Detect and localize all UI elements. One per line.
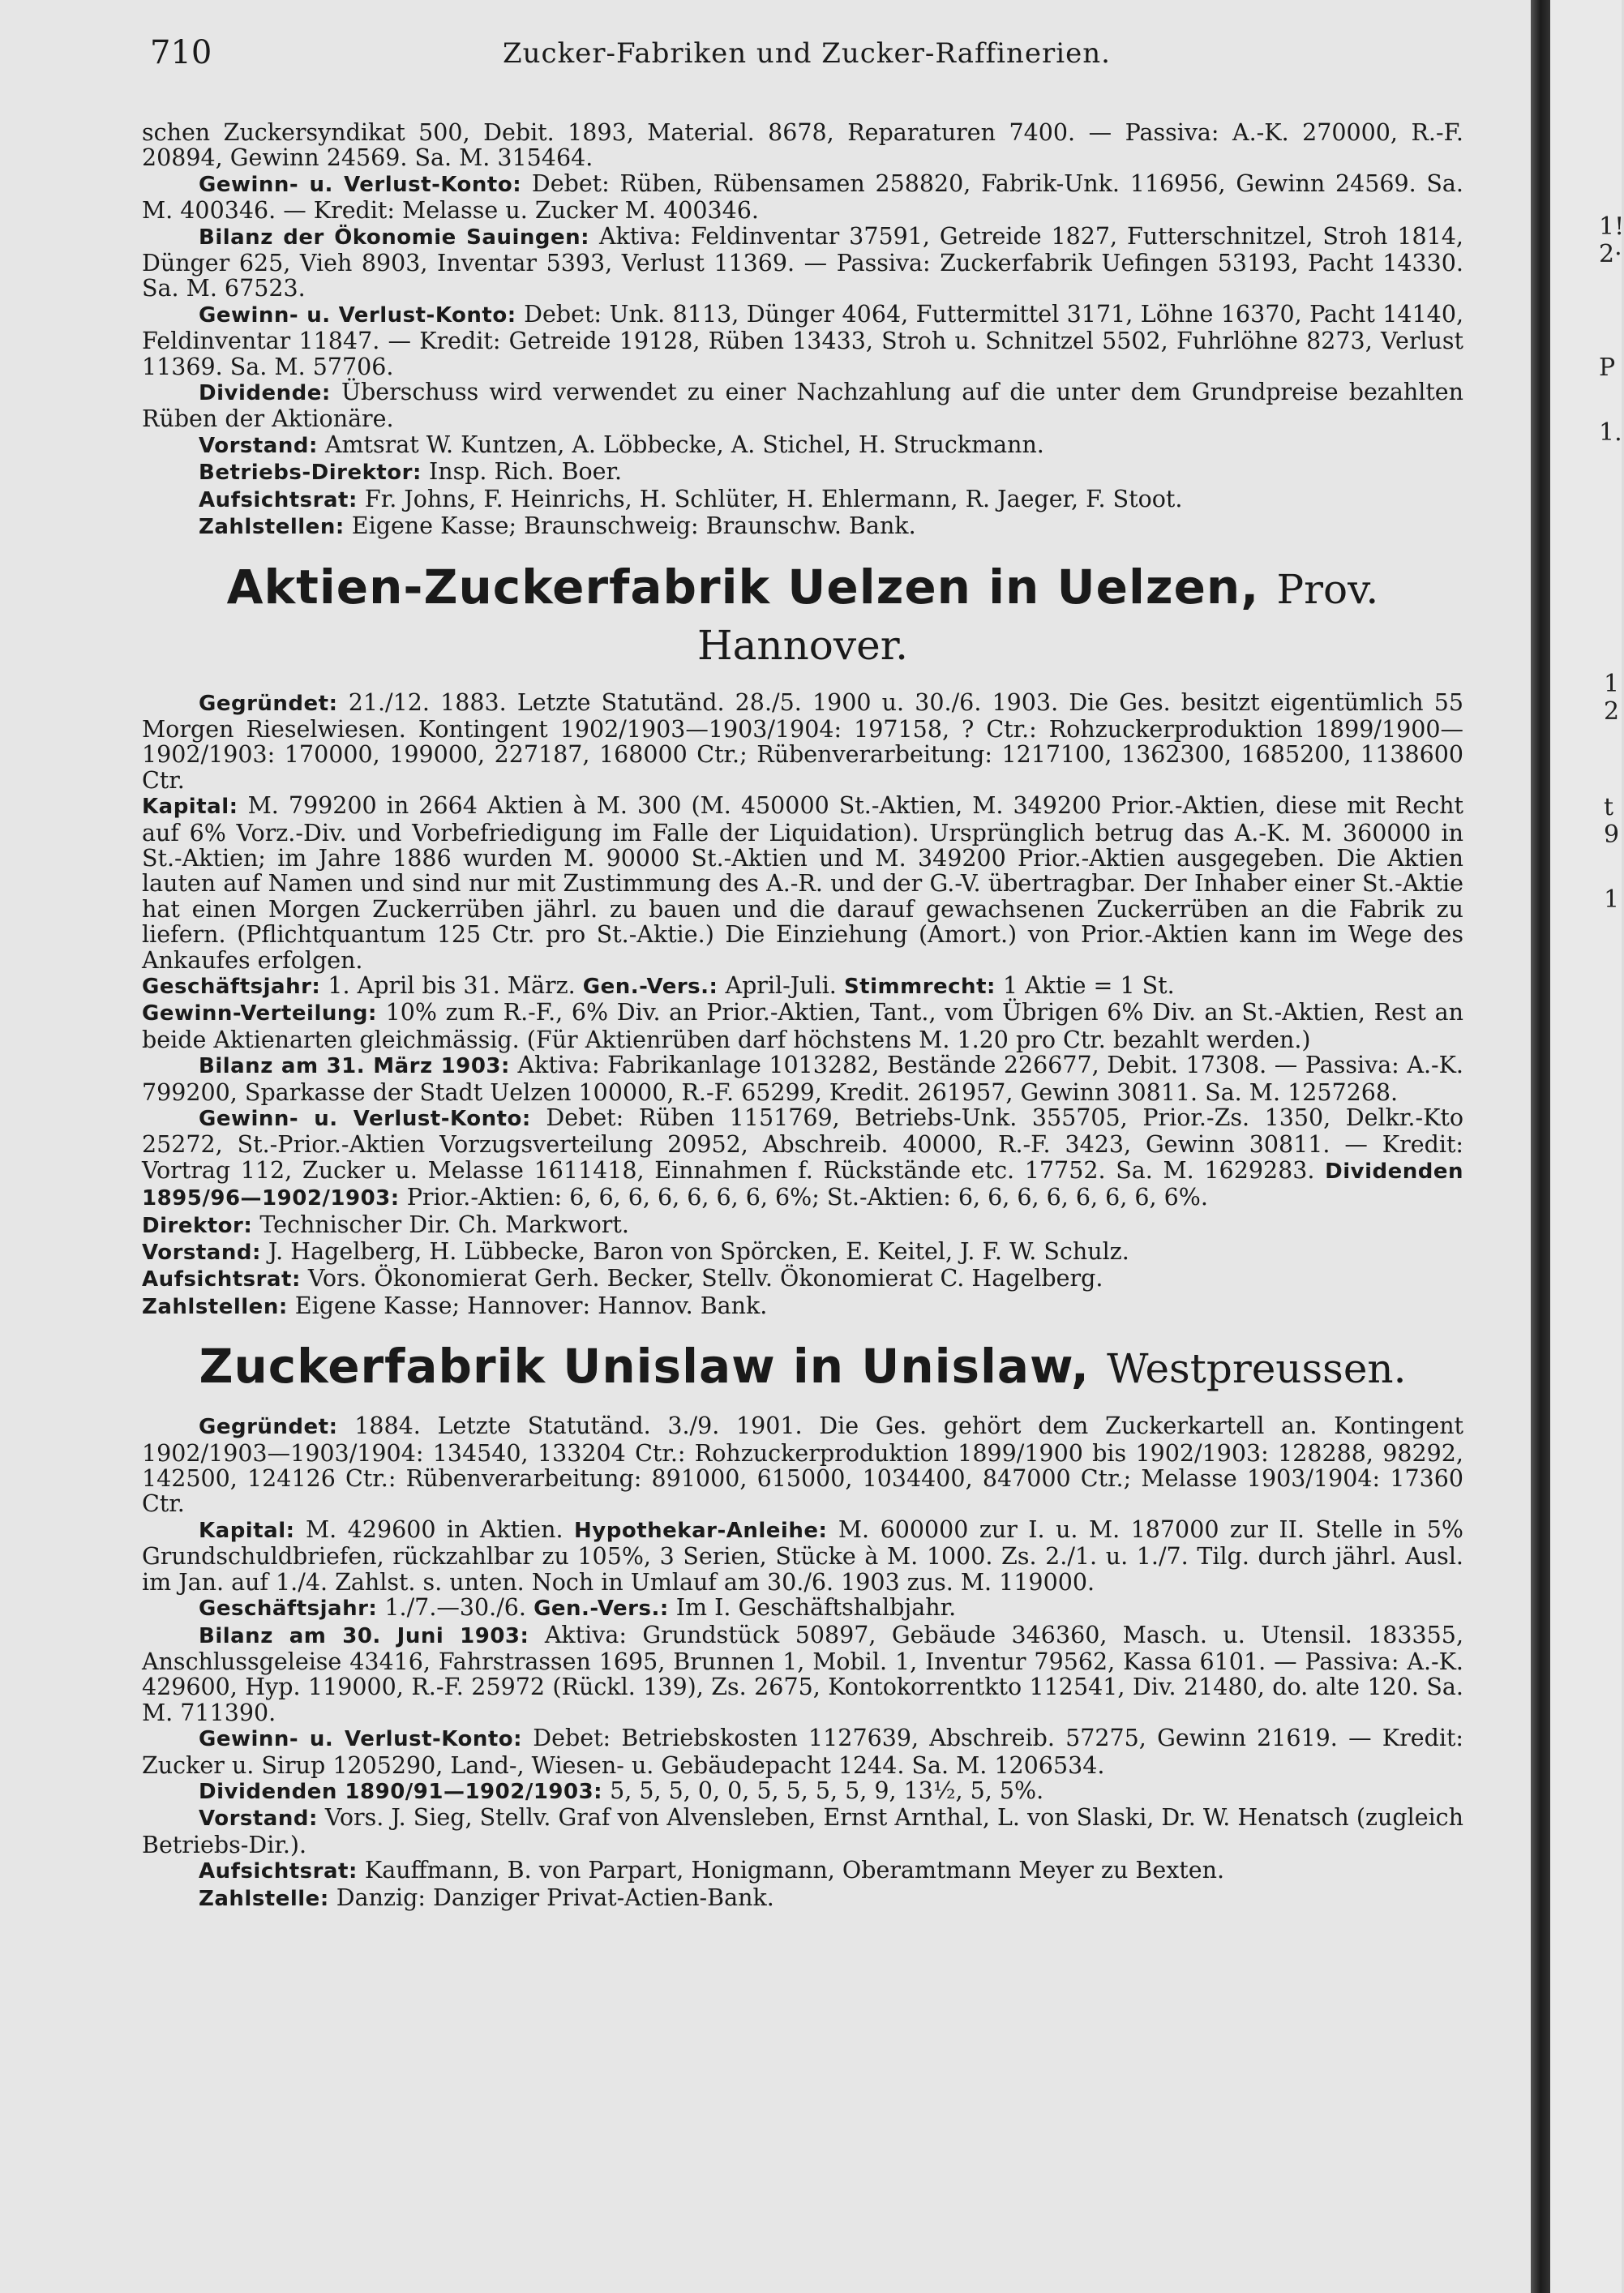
paragraph: Dividenden 1890/91—1902/1903: 5, 5, 5, 0, 0, 5, 5, 5, 5, 9, 13½, 5, 5%.	[199, 1777, 1044, 1804]
field-label: Gen.-Vers.:	[582, 974, 718, 999]
page-content	[142, 120, 1463, 1912]
field-label: Aufsichtsrat:	[199, 1859, 358, 1884]
field-label: Gen.-Vers.:	[533, 1597, 669, 1622]
running-title: Zucker-Fabriken und Zucker-Raffinerien.	[503, 37, 1111, 70]
paragraph: Kapital: M. 429600 in Aktien. Hypothekar-Anleihe: M. 600000 zur I. u. M. 187000 zur II. Stelle in 5% Grundschuldbriefen, rückzahlbar zu 105%, 3 Serien, Stücke à M. 1000. Zs. 2./1. u. 1./7. Tilg. durch jährl. Ausl. im Jan. auf 1./4. Zahlst. s. unten. Noch in Umlauf am 30./6. 1903 zus. M. 119000.	[142, 1515, 1463, 1596]
paragraph: Bilanz der Ökonomie Sauingen: Aktiva: Feldinventar 37591, Getreide 1827, Futterschnitzel, Stroh 1814, Dünger 625, Vieh 8903, Inventar 5393, Verlust 11369. — Passiva: Zuckerfabrik Uefingen 53193, Pacht 14330. Sa. M. 67523.	[142, 222, 1463, 302]
field-label: Zahlstelle:	[199, 1886, 329, 1911]
margin-fragment: t	[1604, 793, 1614, 821]
field-label: Zahlstellen:	[142, 1294, 288, 1319]
paragraph: Gegründet: 21./12. 1883. Letzte Statutänd. 28./5. 1900 u. 30./6. 1903. Die Ges. besitzt eigentümlich 55 Morgen Rieselwiesen. Kontingent 1902/1903—1903/1904: 197158, ? Ctr.: Rohzuckerproduktion 1899/1900—1902/1903: 170000, 199000, 227187, 168000 Ctr.; Rübenverarbeitung: 1217100, 1362300, 1685200, 1138600 Ctr.	[142, 688, 1464, 794]
previous-entry-continuation	[142, 120, 1463, 541]
field-label: Gewinn- u. Verlust-Konto:	[199, 1107, 531, 1131]
margin-fragment: 1	[1604, 670, 1620, 698]
field-label: Bilanz der Ökonomie Sauingen:	[199, 225, 590, 250]
paragraph: Zahlstellen: Eigene Kasse; Hannover: Hannov. Bank.	[142, 1292, 768, 1319]
paragraph: Kapital: M. 799200 in 2664 Aktien à M. 300 (M. 450000 St.-Aktien, M. 349200 Prior.-Aktien, diese mit Recht auf 6% Vorz.-Div. und Vorbefriedigung im Falle der Liquidation). Ursprünglich betrug das A.-K. M. 360000 in St.-Aktien; im Jahre 1886 wurden M. 90000 St.-Aktien und M. 349200 Prior.-Aktien ausgegeben. Die Aktien lauten auf Namen und sind nur mit Zustimmung des A.-R. und der G.-V. übertragbar. Der Inhaber einer St.-Aktie hat einen Morgen Zuckerrüben jährl. zu bauen und die darauf gewachsenen Zuckerrüben an die Fabrik zu liefern. (Pflichtquantum 125 Ctr. pro St.-Aktie.) Die Einziehung (Amort.) von Prior.-Aktien kann im Wege des Ankaufes erfolgen.	[142, 792, 1463, 974]
adjacent-page-edge	[1550, 0, 1622, 2293]
field-label: Gegründet:	[199, 1415, 338, 1440]
paragraph: Gewinn- u. Verlust-Konto: Debet: Unk. 8113, Dünger 4064, Futtermittel 3171, Löhne 16370, Pacht 14140, Feldinventar 11847. — Kredit: Getreide 19128, Rüben 13433, Stroh u. Schnitzel 5502, Fuhrlöhne 8273, Verlust 11369. Sa. M. 57706.	[142, 300, 1464, 380]
field-label: Bilanz am 31. März 1903:	[199, 1054, 510, 1079]
page-header	[150, 34, 1463, 83]
margin-fragment: 1	[1604, 885, 1620, 914]
paragraph: Gewinn- u. Verlust-Konto: Debet: Rüben, Rübensamen 258820, Fabrik-Unk. 116956, Gewinn 24569. Sa. M. 400346. — Kredit: Melasse u. Zucker M. 400346.	[142, 169, 1463, 225]
margin-fragment: P	[1599, 354, 1616, 382]
paragraph: Vorstand: Vors. J. Sieg, Stellv. Graf von Alvensleben, Ernst Arnthal, L. von Slaski, Dr. W. Henatsch (zugleich Betriebs-Dir.).	[142, 1804, 1463, 1858]
field-label: Betriebs-Direktor:	[199, 461, 422, 486]
paragraph: Gewinn- u. Verlust-Konto: Debet: Betriebskosten 1127639, Abschreib. 57275, Gewinn 21619. — Kredit: Zucker u. Sirup 1205290, Land-, Wiesen- u. Gebäudepacht 1244. Sa. M. 1206534.	[142, 1725, 1463, 1779]
field-label: Direktor:	[142, 1213, 253, 1238]
margin-fragment: 2·	[1599, 240, 1622, 268]
paragraph: Aufsichtsrat: Fr. Johns, F. Heinrichs, H. Schlüter, H. Ehlermann, R. Jaeger, F. Stoot.	[199, 485, 1183, 512]
margin-fragment: 9	[1604, 821, 1620, 849]
field-label: Hypothekar-Anleihe:	[574, 1518, 828, 1543]
paragraph: Zahlstelle: Danzig: Danziger Privat-Actien-Bank.	[199, 1884, 774, 1911]
field-label: Geschäftsjahr:	[199, 1597, 378, 1622]
company-entry-unislaw	[142, 1339, 1463, 1912]
margin-fragment: 1.	[1599, 418, 1622, 447]
company-entry-uelzen	[142, 560, 1463, 1321]
page-number: 710	[150, 34, 212, 71]
field-label: Dividenden 1895/96—1902/1903:	[142, 1159, 1463, 1211]
field-label: Aufsichtsrat:	[142, 1267, 301, 1292]
paragraph: Vorstand: J. Hagelberg, H. Lübbecke, Baron von Spörcken, E. Keitel, J. F. W. Schulz.	[142, 1238, 1129, 1266]
field-label: Dividende:	[199, 381, 331, 406]
field-label: Bilanz am 30. Juni 1903:	[199, 1623, 529, 1648]
field-label: Gewinn- u. Verlust-Konto:	[199, 1727, 523, 1752]
field-label: Gewinn-Verteilung:	[142, 1001, 377, 1026]
paragraph: Direktor: Technischer Dir. Ch. Markwort.	[142, 1211, 629, 1238]
field-label: Vorstand:	[199, 1807, 318, 1832]
paragraph: Aufsichtsrat: Vors. Ökonomierat Gerh. Becker, Stellv. Ökonomierat C. Hagelberg.	[142, 1265, 1103, 1292]
paragraph: Bilanz am 30. Juni 1903: Aktiva: Grundstück 50897, Gebäude 346360, Masch. u. Utensil. 183355, Anschlussgeleise 43416, Fahrstrassen 1695, Brunnen 1, Mobil. 1, Inventur 79562, Kassa 6101. — Passiva: A.-K. 429600, Hyp. 119000, R.-F. 25972 (Rückl. 139), Zs. 2675, Kontokorrentkto 112541, Div. 21480, do. alte 120. Sa. M. 711390.	[142, 1621, 1463, 1726]
paragraph: Vorstand: Amtsrat W. Kuntzen, A. Löbbecke, A. Stichel, H. Struckmann.	[199, 431, 1044, 458]
field-label: Kapital:	[142, 795, 238, 820]
field-label: Gewinn- u. Verlust-Konto:	[199, 172, 522, 197]
margin-fragment: 2	[1604, 697, 1620, 726]
field-label: Gewinn- u. Verlust-Konto:	[199, 302, 516, 328]
field-label: Geschäftsjahr:	[142, 974, 321, 999]
company-heading: Aktien-Zuckerfabrik Uelzen in Uelzen, Prov. Hannover.	[226, 559, 1379, 669]
field-label: Vorstand:	[199, 433, 318, 458]
paragraph: Betriebs-Direktor: Insp. Rich. Boer.	[199, 458, 623, 486]
field-label: Zahlstellen:	[199, 515, 345, 540]
paragraph: schen Zuckersyndikat 500, Debit. 1893, Material. 8678, Reparaturen 7400. — Passiva: A.-K. 270000, R.-F. 20894, Gewinn 24569. Sa. M. 315464.	[142, 119, 1463, 172]
company-heading: Zuckerfabrik Unislaw in Unislaw, Westpreussen.	[199, 1339, 1407, 1395]
field-label: Gegründet:	[199, 691, 338, 716]
margin-fragment: 1!	[1599, 212, 1624, 241]
paragraph: Aufsichtsrat: Kauffmann, B. von Parpart, Honigmann, Oberamtmann Meyer zu Bexten.	[199, 1857, 1225, 1884]
paragraph: Geschäftsjahr: 1. April bis 31. März. Gen.-Vers.: April-Juli. Stimmrecht: 1 Aktie = 1 St.	[142, 971, 1175, 999]
paragraph: Bilanz am 31. März 1903: Aktiva: Fabrikanlage 1013282, Bestände 226677, Debit. 17308. — Passiva: A.-K. 799200, Sparkasse der Stadt Uelzen 100000, R.-F. 65299, Kredit. 261957, Gewinn 30811. Sa. M. 1257268.	[142, 1052, 1463, 1106]
paragraph: Gewinn- u. Verlust-Konto: Debet: Rüben 1151769, Betriebs-Unk. 355705, Prior.-Zs. 1350, Delkr.-Kto 25272, St.-Prior.-Aktien Vorzugsverteilung 20952, Abschreib. 40000, R.-F. 3423, Gewinn 30811. — Kredit: Vortrag 112, Zucker u. Melasse 1611418, Einnahmen f. Rückstände etc. 17752. Sa. M. 1629283. Dividenden 1895/96—1902/1903: Prior.-Aktien: 6, 6, 6, 6, 6, 6, 6, 6%; St.-Aktien: 6, 6, 6, 6, 6, 6, 6, 6%.	[142, 1104, 1463, 1211]
paragraph: Gewinn-Verteilung: 10% zum R.-F., 6% Div. an Prior.-Aktien, Tant., vom Übrigen 6% Div. an St.-Aktien, Rest an beide Aktienarten gleichmässig. (Für Aktienrüben darf höchstens M. 1.20 pro Ctr. bezahlt werden.)	[142, 999, 1463, 1053]
book-spine-shadow	[1531, 0, 1550, 2293]
field-label: Stimmrecht:	[843, 974, 996, 999]
field-label: Dividenden 1890/91—1902/1903:	[199, 1779, 603, 1804]
field-label: Aufsichtsrat:	[199, 487, 358, 512]
paragraph: Geschäftsjahr: 1./7.—30./6. Gen.-Vers.: Im I. Geschäftshalbjahr.	[199, 1594, 957, 1622]
paragraph: Zahlstellen: Eigene Kasse; Braunschweig: Braunschw. Bank.	[199, 512, 916, 540]
paragraph: Gegründet: 1884. Letzte Statutänd. 3./9. 1901. Die Ges. gehört dem Zuckerkartell an. Kontingent 1902/1903—1903/1904: 134540, 133204 Ctr.: Rohzuckerproduktion 1899/1900 bis 1902/1903: 128288, 98292, 142500, 124126 Ctr.: Rübenverarbeitung: 891000, 615000, 1034400, 847000 Ctr.; Melasse 1903/1904: 17360 Ctr.	[142, 1412, 1463, 1518]
field-label: Kapital:	[199, 1518, 295, 1543]
paragraph: Dividende: Überschuss wird verwendet zu einer Nachzahlung auf die unter dem Grundpreise bezahlten Rüben der Aktionäre.	[142, 379, 1463, 433]
field-label: Vorstand:	[142, 1241, 261, 1266]
